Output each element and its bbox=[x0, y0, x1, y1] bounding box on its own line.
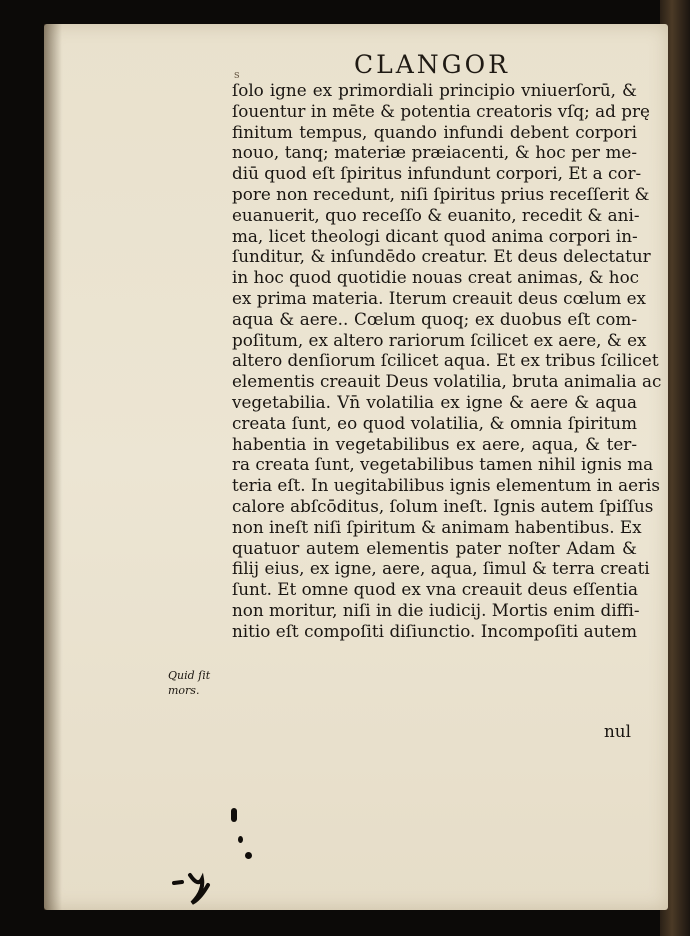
text-line: diū quod eſt ſpiritus infundunt corpori, Et a cor- bbox=[232, 163, 642, 184]
text-line: ſouentur in mēte & potentia creatoris vſq; ad prę bbox=[232, 100, 650, 121]
book-page bbox=[44, 24, 668, 910]
ink-blot bbox=[238, 836, 243, 843]
text-line: vegetabilia. Vn̄ volatilia ex igne & aere & aqua bbox=[232, 391, 637, 412]
text-line: creata ſunt, eo quod volatilia, & omnia ſpiritum bbox=[232, 412, 637, 433]
ink-blot bbox=[231, 808, 237, 822]
text-line: ſunditur, & inſundēdo creatur. Et deus delectatur bbox=[232, 246, 651, 267]
text-line: teria eſt. In uegitabilibus ignis elementum in aeris bbox=[232, 475, 661, 496]
text-line: ſunt. Et omne quod ex vna creauit deus eſſentia bbox=[232, 579, 638, 600]
text-line: calore abſcōditus, ſolum ineſt. Ignis autem ſpiſſus bbox=[232, 495, 654, 516]
text-line: nitio eſt compoſiti diſiunctio. Incompoſiti autem bbox=[232, 620, 637, 641]
body-text-block bbox=[232, 80, 662, 642]
marginal-note-line: Quid ſit bbox=[168, 669, 211, 682]
text-line: aqua & aere.. Cœlum quoq; ex duobus eſt com- bbox=[232, 308, 637, 329]
text-line: nouo, tanq; materiæ præiacenti, & hoc per me- bbox=[232, 142, 637, 163]
text-line: ex prima materia. Iterum creauit deus cœlum ex bbox=[232, 287, 646, 308]
text-line: euanuerit, quo receſſo & euanito, recedit & ani- bbox=[232, 204, 640, 225]
running-header: CLANGOR bbox=[354, 50, 510, 79]
marginal-note-line: mors. bbox=[168, 684, 200, 697]
text-line: altero denſiorum ſcilicet aqua. Et ex tribus ſcilicet bbox=[232, 350, 659, 371]
text-line: quatuor autem elementis pater noſter Adam & bbox=[232, 537, 637, 558]
catchword: nul bbox=[604, 721, 631, 741]
ink-blot bbox=[245, 852, 252, 859]
text-line: ma, licet theologi dicant quod anima corpori in- bbox=[232, 225, 638, 246]
text-line: habentia in vegetabilibus ex aere, aqua, & ter- bbox=[232, 433, 637, 454]
text-line: pore non recedunt, niſi ſpiritus prius receſſerit & bbox=[232, 183, 650, 204]
gutter-shadow bbox=[44, 24, 62, 910]
text-line: in hoc quod quotidie nouas creat animas, & hoc bbox=[232, 267, 640, 288]
text-line: finitum tempus, quando infundi debent corpori bbox=[232, 121, 637, 142]
text-line: poſitum, ex altero rariorum ſcilicet ex aere, & ex bbox=[232, 329, 647, 350]
text-line: ſolo igne ex primordiali principio vniuerſorū, & bbox=[232, 80, 637, 100]
text-line: filij eius, ex igne, aere, aqua, ſimul & terra creati bbox=[232, 558, 650, 579]
text-line: elementis creauit Deus volatilia, bruta animalia ac bbox=[232, 371, 662, 392]
stray-ink-mark: s bbox=[234, 68, 240, 81]
text-line: non moritur, niſi in die iudicij. Mortis enim diffi- bbox=[232, 599, 640, 620]
marginal-note bbox=[168, 668, 210, 698]
text-line: non ineſt niſi ſpiritum & animam habentibus. Ex bbox=[232, 516, 642, 537]
ink-stroke bbox=[172, 869, 232, 909]
text-line: ra creata ſunt, vegetabilibus tamen nihil ignis ma bbox=[232, 454, 654, 475]
